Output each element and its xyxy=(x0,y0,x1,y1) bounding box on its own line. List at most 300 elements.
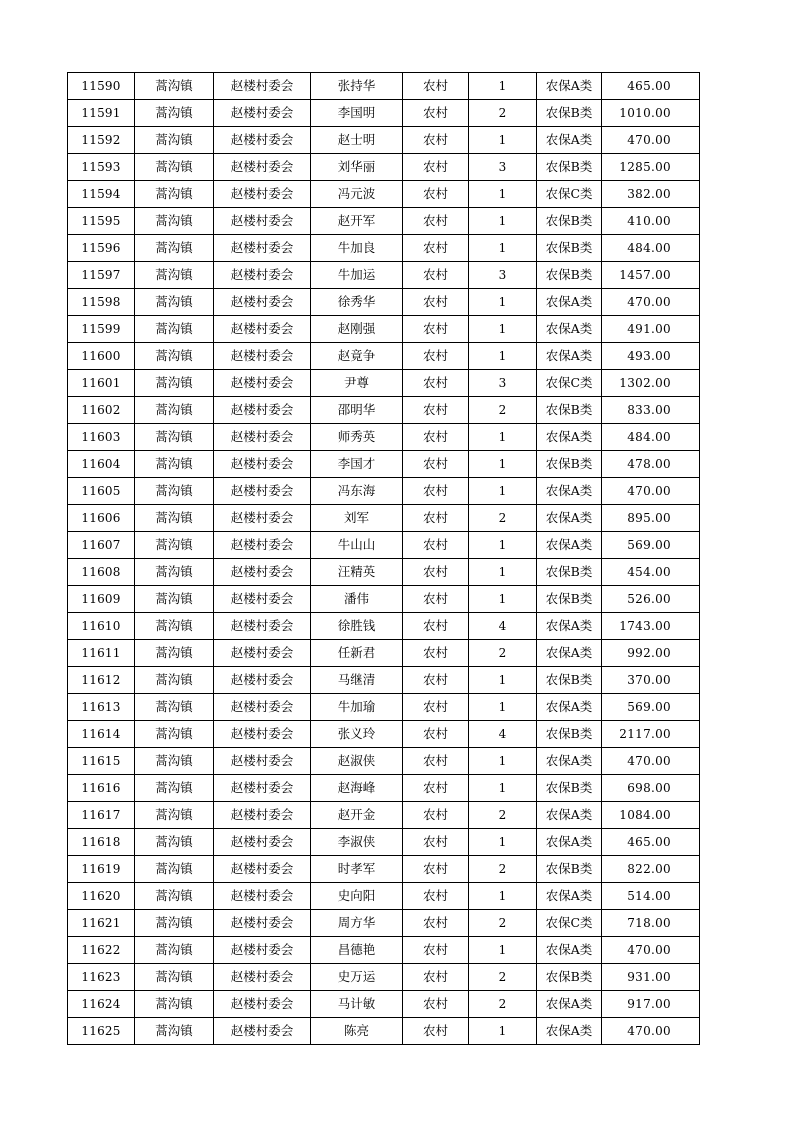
town-cell: 蒿沟镇 xyxy=(135,640,214,667)
table-row xyxy=(68,424,700,451)
name-cell: 师秀英 xyxy=(311,424,403,451)
household-size-cell: 2 xyxy=(469,991,537,1018)
town-cell: 蒿沟镇 xyxy=(135,883,214,910)
name-cell: 赵士明 xyxy=(311,127,403,154)
table-row xyxy=(68,316,700,343)
village-committee-cell: 赵楼村委会 xyxy=(214,100,311,127)
amount-cell: 514.00 xyxy=(602,883,700,910)
village-committee-cell: 赵楼村委会 xyxy=(214,937,311,964)
town-cell: 蒿沟镇 xyxy=(135,370,214,397)
household-size-cell: 1 xyxy=(469,667,537,694)
household-size-cell: 1 xyxy=(469,316,537,343)
table-row xyxy=(68,694,700,721)
insurance-category-cell: 农保B类 xyxy=(537,397,602,424)
area-type-cell: 农村 xyxy=(403,883,469,910)
amount-cell: 698.00 xyxy=(602,775,700,802)
area-type-cell: 农村 xyxy=(403,667,469,694)
name-cell: 张义玲 xyxy=(311,721,403,748)
area-type-cell: 农村 xyxy=(403,424,469,451)
area-type-cell: 农村 xyxy=(403,478,469,505)
insurance-category-cell: 农保A类 xyxy=(537,289,602,316)
amount-cell: 569.00 xyxy=(602,694,700,721)
table-row xyxy=(68,856,700,883)
name-cell: 任新君 xyxy=(311,640,403,667)
row-number-cell: 11607 xyxy=(68,532,135,559)
area-type-cell: 农村 xyxy=(403,289,469,316)
table-row xyxy=(68,667,700,694)
beneficiary-table xyxy=(67,72,700,1045)
name-cell: 赵淑侠 xyxy=(311,748,403,775)
household-size-cell: 3 xyxy=(469,262,537,289)
area-type-cell: 农村 xyxy=(403,532,469,559)
row-number-cell: 11615 xyxy=(68,748,135,775)
town-cell: 蒿沟镇 xyxy=(135,964,214,991)
insurance-category-cell: 农保B类 xyxy=(537,721,602,748)
name-cell: 牛山山 xyxy=(311,532,403,559)
name-cell: 赵海峰 xyxy=(311,775,403,802)
amount-cell: 1302.00 xyxy=(602,370,700,397)
household-size-cell: 1 xyxy=(469,127,537,154)
row-number-cell: 11595 xyxy=(68,208,135,235)
town-cell: 蒿沟镇 xyxy=(135,559,214,586)
town-cell: 蒿沟镇 xyxy=(135,586,214,613)
area-type-cell: 农村 xyxy=(403,586,469,613)
row-number-cell: 11624 xyxy=(68,991,135,1018)
amount-cell: 833.00 xyxy=(602,397,700,424)
household-size-cell: 1 xyxy=(469,559,537,586)
village-committee-cell: 赵楼村委会 xyxy=(214,343,311,370)
row-number-cell: 11594 xyxy=(68,181,135,208)
town-cell: 蒿沟镇 xyxy=(135,505,214,532)
table-row xyxy=(68,586,700,613)
area-type-cell: 农村 xyxy=(403,748,469,775)
town-cell: 蒿沟镇 xyxy=(135,100,214,127)
table-row xyxy=(68,127,700,154)
table-row xyxy=(68,532,700,559)
household-size-cell: 1 xyxy=(469,478,537,505)
row-number-cell: 11597 xyxy=(68,262,135,289)
table-row xyxy=(68,100,700,127)
town-cell: 蒿沟镇 xyxy=(135,289,214,316)
household-size-cell: 1 xyxy=(469,937,537,964)
household-size-cell: 1 xyxy=(469,424,537,451)
town-cell: 蒿沟镇 xyxy=(135,775,214,802)
amount-cell: 484.00 xyxy=(602,424,700,451)
village-committee-cell: 赵楼村委会 xyxy=(214,748,311,775)
insurance-category-cell: 农保B类 xyxy=(537,964,602,991)
table-row xyxy=(68,181,700,208)
amount-cell: 470.00 xyxy=(602,937,700,964)
table-row xyxy=(68,883,700,910)
row-number-cell: 11620 xyxy=(68,883,135,910)
village-committee-cell: 赵楼村委会 xyxy=(214,991,311,1018)
village-committee-cell: 赵楼村委会 xyxy=(214,154,311,181)
town-cell: 蒿沟镇 xyxy=(135,127,214,154)
village-committee-cell: 赵楼村委会 xyxy=(214,316,311,343)
household-size-cell: 1 xyxy=(469,748,537,775)
area-type-cell: 农村 xyxy=(403,1018,469,1045)
area-type-cell: 农村 xyxy=(403,505,469,532)
area-type-cell: 农村 xyxy=(403,235,469,262)
table-row xyxy=(68,478,700,505)
village-committee-cell: 赵楼村委会 xyxy=(214,559,311,586)
name-cell: 周方华 xyxy=(311,910,403,937)
town-cell: 蒿沟镇 xyxy=(135,910,214,937)
insurance-category-cell: 农保C类 xyxy=(537,181,602,208)
village-committee-cell: 赵楼村委会 xyxy=(214,613,311,640)
name-cell: 牛加瑜 xyxy=(311,694,403,721)
town-cell: 蒿沟镇 xyxy=(135,937,214,964)
insurance-category-cell: 农保A类 xyxy=(537,1018,602,1045)
row-number-cell: 11590 xyxy=(68,73,135,100)
table-row xyxy=(68,829,700,856)
name-cell: 李国才 xyxy=(311,451,403,478)
amount-cell: 718.00 xyxy=(602,910,700,937)
household-size-cell: 1 xyxy=(469,532,537,559)
row-number-cell: 11612 xyxy=(68,667,135,694)
row-number-cell: 11593 xyxy=(68,154,135,181)
insurance-category-cell: 农保B类 xyxy=(537,586,602,613)
row-number-cell: 11623 xyxy=(68,964,135,991)
household-size-cell: 1 xyxy=(469,289,537,316)
town-cell: 蒿沟镇 xyxy=(135,829,214,856)
name-cell: 赵刚强 xyxy=(311,316,403,343)
insurance-category-cell: 农保A类 xyxy=(537,316,602,343)
amount-cell: 478.00 xyxy=(602,451,700,478)
table-row xyxy=(68,802,700,829)
name-cell: 尹尊 xyxy=(311,370,403,397)
name-cell: 张持华 xyxy=(311,73,403,100)
town-cell: 蒿沟镇 xyxy=(135,397,214,424)
village-committee-cell: 赵楼村委会 xyxy=(214,775,311,802)
household-size-cell: 2 xyxy=(469,910,537,937)
household-size-cell: 2 xyxy=(469,856,537,883)
village-committee-cell: 赵楼村委会 xyxy=(214,424,311,451)
amount-cell: 1010.00 xyxy=(602,100,700,127)
amount-cell: 1285.00 xyxy=(602,154,700,181)
town-cell: 蒿沟镇 xyxy=(135,613,214,640)
household-size-cell: 1 xyxy=(469,181,537,208)
table-row xyxy=(68,964,700,991)
household-size-cell: 1 xyxy=(469,208,537,235)
table-row xyxy=(68,289,700,316)
amount-cell: 491.00 xyxy=(602,316,700,343)
household-size-cell: 1 xyxy=(469,694,537,721)
village-committee-cell: 赵楼村委会 xyxy=(214,235,311,262)
row-number-cell: 11598 xyxy=(68,289,135,316)
area-type-cell: 农村 xyxy=(403,829,469,856)
area-type-cell: 农村 xyxy=(403,613,469,640)
area-type-cell: 农村 xyxy=(403,775,469,802)
table-row xyxy=(68,910,700,937)
household-size-cell: 3 xyxy=(469,154,537,181)
name-cell: 赵开军 xyxy=(311,208,403,235)
table-row xyxy=(68,640,700,667)
insurance-category-cell: 农保A类 xyxy=(537,613,602,640)
area-type-cell: 农村 xyxy=(403,802,469,829)
insurance-category-cell: 农保A类 xyxy=(537,127,602,154)
name-cell: 赵竟争 xyxy=(311,343,403,370)
village-committee-cell: 赵楼村委会 xyxy=(214,829,311,856)
table-row xyxy=(68,775,700,802)
amount-cell: 1743.00 xyxy=(602,613,700,640)
row-number-cell: 11619 xyxy=(68,856,135,883)
row-number-cell: 11622 xyxy=(68,937,135,964)
household-size-cell: 2 xyxy=(469,802,537,829)
village-committee-cell: 赵楼村委会 xyxy=(214,478,311,505)
household-size-cell: 2 xyxy=(469,505,537,532)
amount-cell: 895.00 xyxy=(602,505,700,532)
amount-cell: 2117.00 xyxy=(602,721,700,748)
amount-cell: 470.00 xyxy=(602,127,700,154)
table-row xyxy=(68,1018,700,1045)
town-cell: 蒿沟镇 xyxy=(135,181,214,208)
town-cell: 蒿沟镇 xyxy=(135,478,214,505)
household-size-cell: 1 xyxy=(469,883,537,910)
amount-cell: 569.00 xyxy=(602,532,700,559)
insurance-category-cell: 农保C类 xyxy=(537,910,602,937)
amount-cell: 493.00 xyxy=(602,343,700,370)
name-cell: 徐胜钱 xyxy=(311,613,403,640)
area-type-cell: 农村 xyxy=(403,73,469,100)
insurance-category-cell: 农保A类 xyxy=(537,343,602,370)
row-number-cell: 11596 xyxy=(68,235,135,262)
area-type-cell: 农村 xyxy=(403,640,469,667)
amount-cell: 526.00 xyxy=(602,586,700,613)
insurance-category-cell: 农保A类 xyxy=(537,883,602,910)
household-size-cell: 4 xyxy=(469,721,537,748)
amount-cell: 931.00 xyxy=(602,964,700,991)
household-size-cell: 2 xyxy=(469,397,537,424)
name-cell: 时孝军 xyxy=(311,856,403,883)
village-committee-cell: 赵楼村委会 xyxy=(214,964,311,991)
insurance-category-cell: 农保B类 xyxy=(537,262,602,289)
insurance-category-cell: 农保B类 xyxy=(537,856,602,883)
amount-cell: 470.00 xyxy=(602,1018,700,1045)
name-cell: 马计敏 xyxy=(311,991,403,1018)
table-row xyxy=(68,370,700,397)
insurance-category-cell: 农保A类 xyxy=(537,748,602,775)
row-number-cell: 11621 xyxy=(68,910,135,937)
amount-cell: 470.00 xyxy=(602,748,700,775)
town-cell: 蒿沟镇 xyxy=(135,991,214,1018)
table-row xyxy=(68,262,700,289)
insurance-category-cell: 农保A类 xyxy=(537,802,602,829)
name-cell: 马继清 xyxy=(311,667,403,694)
row-number-cell: 11625 xyxy=(68,1018,135,1045)
table-body xyxy=(68,73,700,1045)
town-cell: 蒿沟镇 xyxy=(135,316,214,343)
insurance-category-cell: 农保B类 xyxy=(537,667,602,694)
village-committee-cell: 赵楼村委会 xyxy=(214,208,311,235)
household-size-cell: 4 xyxy=(469,613,537,640)
town-cell: 蒿沟镇 xyxy=(135,451,214,478)
table-row xyxy=(68,154,700,181)
area-type-cell: 农村 xyxy=(403,262,469,289)
household-size-cell: 2 xyxy=(469,100,537,127)
village-committee-cell: 赵楼村委会 xyxy=(214,181,311,208)
table-row xyxy=(68,721,700,748)
name-cell: 赵开金 xyxy=(311,802,403,829)
insurance-category-cell: 农保A类 xyxy=(537,424,602,451)
name-cell: 刘军 xyxy=(311,505,403,532)
row-number-cell: 11611 xyxy=(68,640,135,667)
village-committee-cell: 赵楼村委会 xyxy=(214,397,311,424)
amount-cell: 822.00 xyxy=(602,856,700,883)
village-committee-cell: 赵楼村委会 xyxy=(214,721,311,748)
town-cell: 蒿沟镇 xyxy=(135,667,214,694)
area-type-cell: 农村 xyxy=(403,856,469,883)
table-row xyxy=(68,343,700,370)
row-number-cell: 11591 xyxy=(68,100,135,127)
village-committee-cell: 赵楼村委会 xyxy=(214,127,311,154)
town-cell: 蒿沟镇 xyxy=(135,235,214,262)
name-cell: 刘华丽 xyxy=(311,154,403,181)
village-committee-cell: 赵楼村委会 xyxy=(214,505,311,532)
table-row xyxy=(68,991,700,1018)
area-type-cell: 农村 xyxy=(403,127,469,154)
row-number-cell: 11609 xyxy=(68,586,135,613)
name-cell: 潘伟 xyxy=(311,586,403,613)
household-size-cell: 1 xyxy=(469,235,537,262)
row-number-cell: 11602 xyxy=(68,397,135,424)
amount-cell: 1084.00 xyxy=(602,802,700,829)
row-number-cell: 11608 xyxy=(68,559,135,586)
insurance-category-cell: 农保A类 xyxy=(537,694,602,721)
area-type-cell: 农村 xyxy=(403,343,469,370)
name-cell: 史万运 xyxy=(311,964,403,991)
amount-cell: 992.00 xyxy=(602,640,700,667)
row-number-cell: 11599 xyxy=(68,316,135,343)
area-type-cell: 农村 xyxy=(403,937,469,964)
row-number-cell: 11616 xyxy=(68,775,135,802)
row-number-cell: 11610 xyxy=(68,613,135,640)
table-row xyxy=(68,748,700,775)
village-committee-cell: 赵楼村委会 xyxy=(214,586,311,613)
household-size-cell: 1 xyxy=(469,775,537,802)
insurance-category-cell: 农保B类 xyxy=(537,559,602,586)
town-cell: 蒿沟镇 xyxy=(135,208,214,235)
amount-cell: 917.00 xyxy=(602,991,700,1018)
insurance-category-cell: 农保B类 xyxy=(537,451,602,478)
name-cell: 汪精英 xyxy=(311,559,403,586)
amount-cell: 465.00 xyxy=(602,829,700,856)
household-size-cell: 2 xyxy=(469,964,537,991)
amount-cell: 465.00 xyxy=(602,73,700,100)
amount-cell: 410.00 xyxy=(602,208,700,235)
area-type-cell: 农村 xyxy=(403,316,469,343)
town-cell: 蒿沟镇 xyxy=(135,154,214,181)
name-cell: 冯东海 xyxy=(311,478,403,505)
area-type-cell: 农村 xyxy=(403,100,469,127)
town-cell: 蒿沟镇 xyxy=(135,694,214,721)
row-number-cell: 11604 xyxy=(68,451,135,478)
name-cell: 牛加良 xyxy=(311,235,403,262)
area-type-cell: 农村 xyxy=(403,451,469,478)
town-cell: 蒿沟镇 xyxy=(135,532,214,559)
insurance-category-cell: 农保A类 xyxy=(537,640,602,667)
village-committee-cell: 赵楼村委会 xyxy=(214,856,311,883)
row-number-cell: 11600 xyxy=(68,343,135,370)
row-number-cell: 11605 xyxy=(68,478,135,505)
area-type-cell: 农村 xyxy=(403,991,469,1018)
village-committee-cell: 赵楼村委会 xyxy=(214,451,311,478)
area-type-cell: 农村 xyxy=(403,694,469,721)
row-number-cell: 11614 xyxy=(68,721,135,748)
name-cell: 李国明 xyxy=(311,100,403,127)
village-committee-cell: 赵楼村委会 xyxy=(214,640,311,667)
village-committee-cell: 赵楼村委会 xyxy=(214,289,311,316)
household-size-cell: 2 xyxy=(469,640,537,667)
insurance-category-cell: 农保A类 xyxy=(537,478,602,505)
insurance-category-cell: 农保B类 xyxy=(537,775,602,802)
household-size-cell: 1 xyxy=(469,73,537,100)
insurance-category-cell: 农保B类 xyxy=(537,154,602,181)
amount-cell: 484.00 xyxy=(602,235,700,262)
amount-cell: 470.00 xyxy=(602,478,700,505)
village-committee-cell: 赵楼村委会 xyxy=(214,910,311,937)
insurance-category-cell: 农保B类 xyxy=(537,100,602,127)
insurance-category-cell: 农保A类 xyxy=(537,937,602,964)
row-number-cell: 11618 xyxy=(68,829,135,856)
village-committee-cell: 赵楼村委会 xyxy=(214,694,311,721)
household-size-cell: 3 xyxy=(469,370,537,397)
amount-cell: 470.00 xyxy=(602,289,700,316)
insurance-category-cell: 农保A类 xyxy=(537,505,602,532)
name-cell: 李淑侠 xyxy=(311,829,403,856)
area-type-cell: 农村 xyxy=(403,397,469,424)
name-cell: 陈亮 xyxy=(311,1018,403,1045)
insurance-category-cell: 农保A类 xyxy=(537,991,602,1018)
row-number-cell: 11603 xyxy=(68,424,135,451)
area-type-cell: 农村 xyxy=(403,721,469,748)
household-size-cell: 1 xyxy=(469,586,537,613)
village-committee-cell: 赵楼村委会 xyxy=(214,667,311,694)
row-number-cell: 11613 xyxy=(68,694,135,721)
village-committee-cell: 赵楼村委会 xyxy=(214,370,311,397)
household-size-cell: 1 xyxy=(469,1018,537,1045)
area-type-cell: 农村 xyxy=(403,559,469,586)
area-type-cell: 农村 xyxy=(403,154,469,181)
table-row xyxy=(68,235,700,262)
town-cell: 蒿沟镇 xyxy=(135,424,214,451)
insurance-category-cell: 农保A类 xyxy=(537,829,602,856)
table-row xyxy=(68,73,700,100)
town-cell: 蒿沟镇 xyxy=(135,721,214,748)
row-number-cell: 11617 xyxy=(68,802,135,829)
table-row xyxy=(68,559,700,586)
name-cell: 徐秀华 xyxy=(311,289,403,316)
name-cell: 昌德艳 xyxy=(311,937,403,964)
village-committee-cell: 赵楼村委会 xyxy=(214,802,311,829)
insurance-category-cell: 农保B类 xyxy=(537,235,602,262)
town-cell: 蒿沟镇 xyxy=(135,1018,214,1045)
household-size-cell: 1 xyxy=(469,451,537,478)
row-number-cell: 11592 xyxy=(68,127,135,154)
row-number-cell: 11601 xyxy=(68,370,135,397)
insurance-category-cell: 农保C类 xyxy=(537,370,602,397)
town-cell: 蒿沟镇 xyxy=(135,73,214,100)
amount-cell: 1457.00 xyxy=(602,262,700,289)
town-cell: 蒿沟镇 xyxy=(135,343,214,370)
area-type-cell: 农村 xyxy=(403,181,469,208)
area-type-cell: 农村 xyxy=(403,208,469,235)
village-committee-cell: 赵楼村委会 xyxy=(214,73,311,100)
table-row xyxy=(68,505,700,532)
table-row xyxy=(68,937,700,964)
table-row xyxy=(68,397,700,424)
amount-cell: 454.00 xyxy=(602,559,700,586)
